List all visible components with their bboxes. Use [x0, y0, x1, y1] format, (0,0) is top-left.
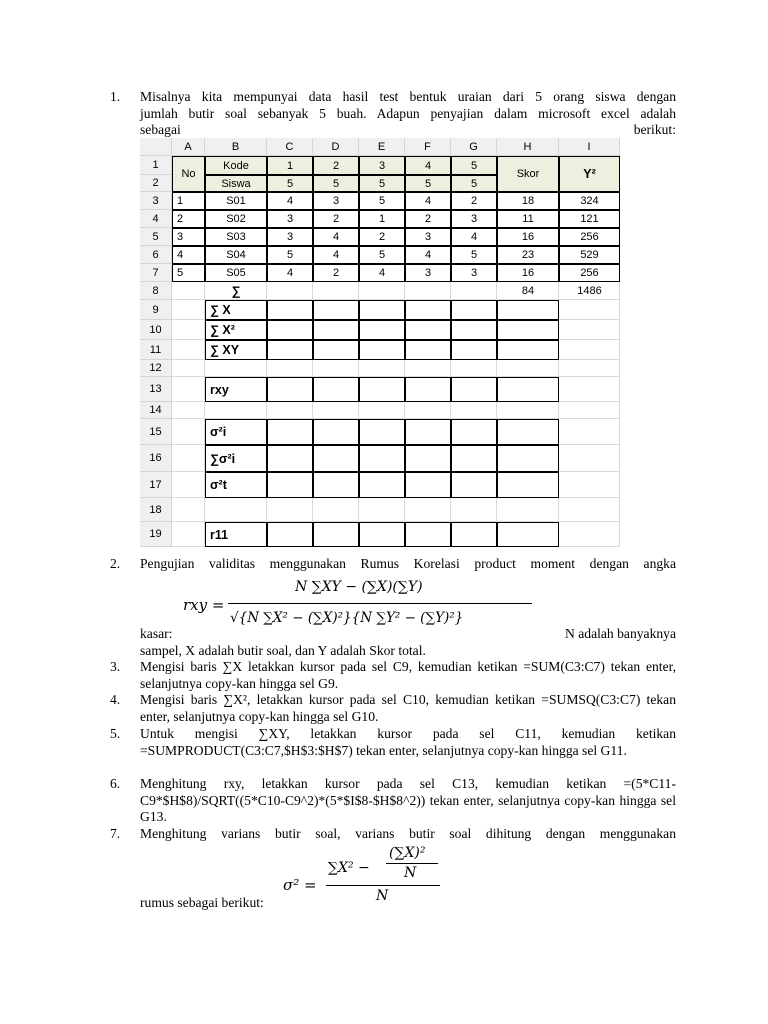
item-1-line-2: jumlah butir soal sebanyak 5 buah. Adapun penyajian dalam microsoft excel adalah — [140, 105, 676, 121]
item-3-text: Mengisi baris ∑X letakkan kursor pada sel C9, kemudian ketikan =SUM(C3:C7) tekan enter, selanjutnya copy-kan hingga sel G9. — [140, 659, 676, 691]
item-1-line-1: Misalnya kita mempunyai data hasil test bentuk uraian dari 5 orang siswa dengan — [140, 89, 676, 104]
grid-cell[interactable] — [559, 419, 620, 445]
row-header[interactable]: 3 — [140, 192, 172, 210]
empty-cell[interactable] — [313, 419, 359, 445]
cell-value[interactable]: 3 — [313, 192, 359, 210]
item-2-line-1: Pengujian validitas menggunakan Rumus Korelasi product moment dengan angka — [140, 556, 676, 571]
row-header[interactable]: 11 — [140, 340, 172, 360]
cell-value[interactable]: 3 — [451, 210, 497, 228]
column-header[interactable]: E — [359, 138, 405, 156]
grid-cell[interactable] — [451, 360, 497, 377]
row-header[interactable]: 4 — [140, 210, 172, 228]
empty-cell[interactable] — [405, 377, 451, 402]
item-1-last-right: berikut: — [633, 122, 676, 137]
grid-cell[interactable] — [559, 300, 620, 320]
grid-cell[interactable] — [497, 498, 559, 522]
header-y2[interactable]: Y² — [559, 156, 620, 192]
empty-cell[interactable] — [451, 300, 497, 320]
item-2-kasar: kasar: — [140, 626, 173, 641]
empty-cell[interactable] — [359, 340, 405, 360]
cell-y2[interactable]: 529 — [559, 246, 620, 264]
empty-cell[interactable] — [405, 522, 451, 547]
cell-value[interactable]: 3 — [405, 228, 451, 246]
empty-cell[interactable] — [451, 340, 497, 360]
cell-value[interactable]: 5 — [267, 246, 313, 264]
grid-cell[interactable] — [172, 472, 205, 498]
list-item-4 — [110, 692, 676, 725]
label-sx[interactable]: ∑ X — [205, 300, 267, 320]
item-number: 7. — [110, 826, 121, 841]
grid-cell[interactable] — [172, 320, 205, 340]
empty-cell[interactable] — [451, 377, 497, 402]
empty-cell[interactable] — [405, 445, 451, 472]
row-header[interactable]: 10 — [140, 320, 172, 340]
label-sum_var_i[interactable]: ∑σ²i — [205, 445, 267, 472]
row-header[interactable]: 17 — [140, 472, 172, 498]
grid-cell[interactable] — [205, 498, 267, 522]
empty-cell[interactable] — [359, 472, 405, 498]
grid-cell[interactable] — [172, 419, 205, 445]
grid-cell[interactable] — [559, 340, 620, 360]
row-header[interactable]: 2 — [140, 175, 172, 192]
empty-cell[interactable] — [451, 445, 497, 472]
row-header[interactable]: 16 — [140, 445, 172, 472]
cell-value[interactable]: 2 — [313, 210, 359, 228]
grid-cell[interactable] — [267, 282, 313, 300]
grid-cell[interactable] — [451, 282, 497, 300]
header-weight[interactable]: 5 — [451, 175, 497, 192]
sum-y2[interactable]: 1486 — [577, 285, 602, 297]
fraction-bar — [326, 885, 440, 886]
sum-skor[interactable]: 84 — [521, 285, 535, 297]
grid-cell[interactable] — [172, 377, 205, 402]
cell-value[interactable]: 3 — [267, 210, 313, 228]
row-header[interactable]: 9 — [140, 300, 172, 320]
column-header[interactable]: G — [451, 138, 497, 156]
empty-cell[interactable] — [405, 320, 451, 340]
item-number: 3. — [110, 659, 121, 674]
grid-cell[interactable] — [451, 498, 497, 522]
cell-value[interactable]: 5 — [359, 246, 405, 264]
row-header[interactable]: 19 — [140, 522, 172, 547]
empty-cell[interactable] — [405, 472, 451, 498]
grid-cell[interactable] — [205, 360, 267, 377]
cell-skor[interactable]: 16 — [497, 228, 559, 246]
empty-cell[interactable] — [267, 522, 313, 547]
empty-cell[interactable] — [497, 472, 559, 498]
excel-spreadsheet — [140, 138, 620, 556]
grid-cell[interactable] — [267, 498, 313, 522]
list-item-7 — [110, 826, 676, 843]
label-r11[interactable]: r11 — [205, 522, 267, 547]
item-7-last: rumus sebagai berikut: — [140, 895, 264, 910]
row-header[interactable]: 15 — [140, 419, 172, 445]
grid-cell[interactable] — [172, 498, 205, 522]
cell-value[interactable]: 2 — [359, 228, 405, 246]
cell-no[interactable]: 4 — [172, 246, 205, 264]
list-item-2-cont — [110, 626, 676, 659]
header-item[interactable]: 1 — [267, 156, 313, 175]
label-var_i[interactable]: σ²i — [205, 419, 267, 445]
empty-cell[interactable] — [497, 340, 559, 360]
cell-value[interactable]: 5 — [359, 192, 405, 210]
grid-cell[interactable] — [559, 522, 620, 547]
header-item[interactable]: 2 — [313, 156, 359, 175]
rxy-denominator: √{N ∑X² − (∑X)²}{N ∑Y² − (∑Y)²} — [230, 610, 464, 626]
cell-value[interactable]: 4 — [405, 192, 451, 210]
empty-cell[interactable] — [451, 522, 497, 547]
grid-cell[interactable] — [559, 360, 620, 377]
cell-skor[interactable]: 16 — [497, 264, 559, 282]
list-item-2 — [110, 556, 676, 573]
grid-cell[interactable] — [359, 402, 405, 419]
grid-cell[interactable] — [559, 498, 620, 522]
grid-cell[interactable] — [172, 445, 205, 472]
list-item-3 — [110, 659, 676, 692]
row-header[interactable]: 6 — [140, 246, 172, 264]
cell-value[interactable]: 2 — [451, 192, 497, 210]
cell-kode[interactable]: S05 — [205, 264, 267, 282]
cell-kode[interactable]: S02 — [205, 210, 267, 228]
grid-cell[interactable] — [559, 320, 620, 340]
cell-no[interactable]: 2 — [172, 210, 205, 228]
empty-cell[interactable] — [267, 340, 313, 360]
row-header[interactable]: 1 — [140, 156, 172, 175]
cell-value[interactable]: 4 — [359, 264, 405, 282]
item-5-text: Untuk mengisi ∑XY, letakkan kursor pada sel C11, kemudian ketikan =SUMPRODUCT(C3:C7,$H$3:$H$7) tekan enter, selanjutnya copy-kan hingga sel G11. — [140, 726, 676, 758]
empty-cell[interactable] — [313, 377, 359, 402]
empty-cell[interactable] — [267, 377, 313, 402]
inner-fraction-bar — [386, 863, 438, 864]
column-header[interactable]: F — [405, 138, 451, 156]
cell-kode[interactable]: S01 — [205, 192, 267, 210]
grid-cell[interactable] — [559, 402, 620, 419]
cell-value[interactable]: 2 — [405, 210, 451, 228]
header-weight[interactable]: 5 — [267, 175, 313, 192]
column-header[interactable]: D — [313, 138, 359, 156]
empty-cell[interactable] — [497, 522, 559, 547]
header-item[interactable]: 5 — [451, 156, 497, 175]
fraction-bar — [228, 603, 532, 604]
grid-cell[interactable] — [172, 360, 205, 377]
item-7-text: Menghitung varians butir soal, varians butir soal dihitung dengan menggunakan — [140, 826, 676, 841]
cell-value[interactable]: 4 — [313, 228, 359, 246]
item-number: 1. — [110, 89, 121, 104]
cell-skor[interactable]: 23 — [497, 246, 559, 264]
header-kode[interactable]: Kode — [205, 156, 267, 175]
row-header[interactable]: 12 — [140, 360, 172, 377]
cell-value[interactable]: 4 — [313, 246, 359, 264]
empty-cell[interactable] — [451, 419, 497, 445]
cell-y2[interactable]: 324 — [559, 192, 620, 210]
empty-cell[interactable] — [267, 320, 313, 340]
empty-cell[interactable] — [267, 419, 313, 445]
grid-cell[interactable] — [405, 402, 451, 419]
label-var_t[interactable]: σ²t — [205, 472, 267, 498]
item-number: 6. — [110, 776, 121, 791]
list-item-6 — [110, 776, 676, 826]
grid-cell[interactable] — [405, 282, 451, 300]
empty-cell[interactable] — [451, 472, 497, 498]
empty-cell[interactable] — [359, 419, 405, 445]
grid-cell[interactable] — [205, 402, 267, 419]
grid-cell[interactable] — [497, 360, 559, 377]
row-header[interactable]: 14 — [140, 402, 172, 419]
label-rxy[interactable]: rxy — [205, 377, 267, 402]
empty-cell[interactable] — [405, 300, 451, 320]
grid-cell[interactable] — [559, 445, 620, 472]
row-header[interactable]: 13 — [140, 377, 172, 402]
empty-cell[interactable] — [359, 377, 405, 402]
column-header[interactable]: I — [559, 138, 620, 156]
item-number: 4. — [110, 692, 121, 707]
grid-cell[interactable] — [172, 282, 205, 300]
variance-lhs: σ² = — [283, 876, 317, 894]
empty-cell[interactable] — [359, 445, 405, 472]
cell-value[interactable]: 4 — [451, 228, 497, 246]
cell-value[interactable]: 5 — [451, 246, 497, 264]
grid-cell[interactable] — [313, 360, 359, 377]
column-header[interactable]: H — [497, 138, 559, 156]
cell-value[interactable]: 4 — [267, 264, 313, 282]
cell-value[interactable]: 4 — [405, 246, 451, 264]
grid-cell[interactable] — [559, 377, 620, 402]
cell-value[interactable]: 3 — [267, 228, 313, 246]
empty-cell[interactable] — [359, 522, 405, 547]
grid-cell[interactable] — [267, 402, 313, 419]
cell-kode[interactable]: S04 — [205, 246, 267, 264]
item-number: 2. — [110, 556, 121, 571]
grid-cell[interactable] — [172, 402, 205, 419]
cell-no[interactable]: 3 — [172, 228, 205, 246]
row-header[interactable]: 5 — [140, 228, 172, 246]
column-header[interactable]: A — [172, 138, 205, 156]
list-item-1 — [110, 89, 676, 139]
grid-cell[interactable] — [172, 340, 205, 360]
cell-value[interactable]: 3 — [451, 264, 497, 282]
grid-cell[interactable] — [405, 360, 451, 377]
empty-cell[interactable] — [313, 320, 359, 340]
row-header[interactable]: 18 — [140, 498, 172, 522]
empty-cell[interactable] — [313, 445, 359, 472]
cell-skor[interactable]: 18 — [497, 192, 559, 210]
row-header[interactable]: 8 — [140, 282, 172, 300]
variance-num-b: (∑X)² — [389, 845, 426, 861]
sum-label[interactable]: ∑ — [231, 284, 241, 298]
grid-cell[interactable] — [559, 472, 620, 498]
empty-cell[interactable] — [451, 320, 497, 340]
empty-cell[interactable] — [497, 377, 559, 402]
empty-cell[interactable] — [267, 472, 313, 498]
grid-cell[interactable] — [313, 498, 359, 522]
grid-cell[interactable] — [451, 402, 497, 419]
row-header[interactable]: 7 — [140, 264, 172, 282]
grid-cell[interactable] — [497, 402, 559, 419]
grid-cell[interactable] — [172, 300, 205, 320]
header-item[interactable]: 4 — [405, 156, 451, 175]
header-item[interactable]: 3 — [359, 156, 405, 175]
empty-cell[interactable] — [405, 419, 451, 445]
label-sx2[interactable]: ∑ X² — [205, 320, 267, 340]
list-item-7-cont — [110, 895, 676, 912]
grid-cell[interactable] — [405, 498, 451, 522]
item-1-last-left: sebagai — [140, 122, 181, 137]
header-weight[interactable]: 5 — [405, 175, 451, 192]
empty-cell[interactable] — [313, 472, 359, 498]
variance-num-a: ∑X² − — [328, 860, 370, 876]
grid-cell[interactable] — [359, 498, 405, 522]
cell-no[interactable]: 1 — [172, 192, 205, 210]
cell-kode[interactable]: S03 — [205, 228, 267, 246]
cell-y2[interactable]: 121 — [559, 210, 620, 228]
header-siswa[interactable]: Siswa — [205, 175, 267, 192]
column-header[interactable]: C — [267, 138, 313, 156]
item-2-line-3: sampel, X adalah butir soal, dan Y adalah Skor total. — [140, 642, 426, 658]
sheet-corner[interactable] — [140, 138, 172, 156]
empty-cell[interactable] — [267, 445, 313, 472]
empty-cell[interactable] — [313, 340, 359, 360]
empty-cell[interactable] — [313, 522, 359, 547]
empty-cell[interactable] — [359, 300, 405, 320]
empty-cell[interactable] — [405, 340, 451, 360]
cell-y2[interactable]: 256 — [559, 264, 620, 282]
cell-y2[interactable]: 256 — [559, 228, 620, 246]
grid-cell[interactable] — [313, 282, 359, 300]
grid-cell[interactable] — [313, 402, 359, 419]
grid-cell[interactable] — [359, 360, 405, 377]
cell-value[interactable]: 2 — [313, 264, 359, 282]
list-item-5 — [110, 726, 676, 759]
empty-cell[interactable] — [497, 320, 559, 340]
variance-num-c: N — [404, 865, 417, 881]
label-sxy[interactable]: ∑ XY — [205, 340, 267, 360]
header-weight[interactable]: 5 — [313, 175, 359, 192]
item-4-text: Mengisi baris ∑X², letakkan kursor pada sel C10, kemudian ketikan =SUMSQ(C3:C7) tekan enter, selanjutnya copy-kan hingga sel G10. — [140, 692, 676, 724]
rxy-numerator: N ∑XY − (∑X)(∑Y) — [295, 579, 423, 595]
item-2-right: N adalah banyaknya — [565, 626, 676, 641]
empty-cell[interactable] — [359, 320, 405, 340]
variance-denominator: N — [376, 888, 389, 904]
cell-skor[interactable]: 11 — [497, 210, 559, 228]
column-header[interactable]: B — [205, 138, 267, 156]
cell-value[interactable]: 3 — [405, 264, 451, 282]
item-6-text: Menghitung rxy, letakkan kursor pada sel C13, kemudian ketikan =(5*C11-C9*$H$8)/SQRT((5*C10-C9^2)*(5*$I$8-$H$8^2)) tekan enter, selanjutnya copy-kan hingga sel G13. — [140, 776, 676, 824]
item-number: 5. — [110, 726, 121, 741]
empty-cell[interactable] — [313, 300, 359, 320]
empty-cell[interactable] — [497, 419, 559, 445]
cell-no[interactable]: 5 — [172, 264, 205, 282]
rxy-lhs: rxy = — [183, 596, 225, 614]
grid-cell[interactable] — [359, 282, 405, 300]
empty-cell[interactable] — [497, 300, 559, 320]
grid-cell[interactable] — [267, 360, 313, 377]
cell-value[interactable]: 1 — [359, 210, 405, 228]
grid-cell[interactable] — [172, 522, 205, 547]
header-no[interactable]: No — [172, 156, 205, 192]
empty-cell[interactable] — [267, 300, 313, 320]
header-skor[interactable]: Skor — [497, 156, 559, 192]
header-weight[interactable]: 5 — [359, 175, 405, 192]
cell-value[interactable]: 4 — [267, 192, 313, 210]
empty-cell[interactable] — [497, 445, 559, 472]
